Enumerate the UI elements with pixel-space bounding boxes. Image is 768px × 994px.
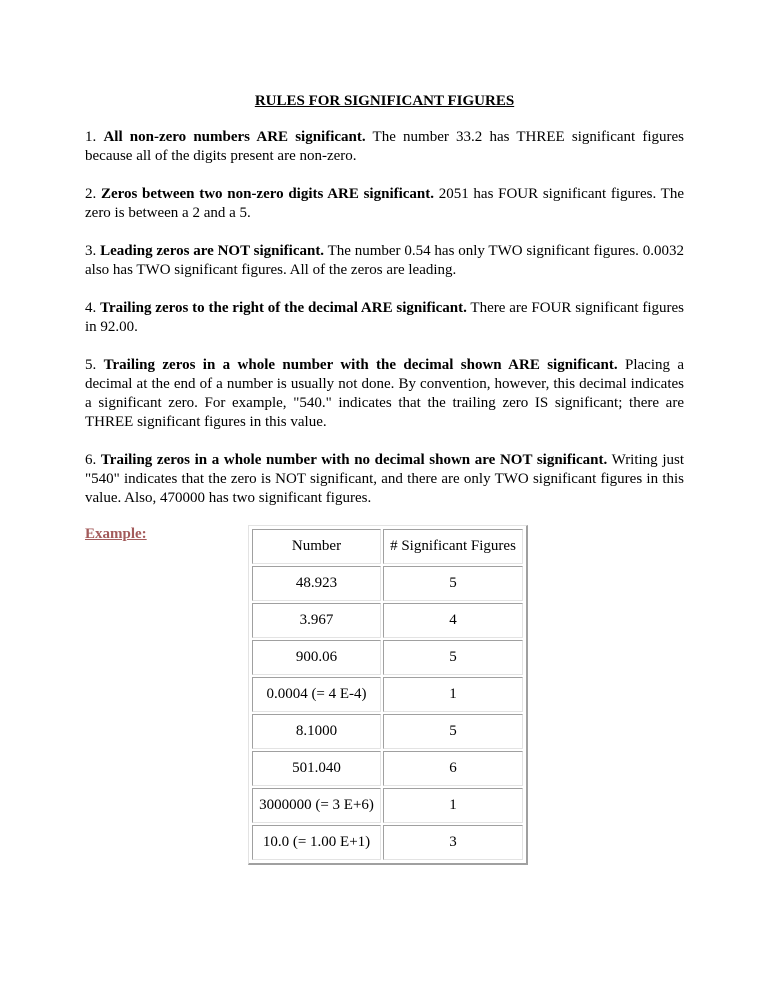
cell-number: 501.040 [252, 751, 381, 786]
rule-2 [85, 185, 684, 223]
rule-number: 4. [85, 300, 97, 316]
rule-statement: Trailing zeros in a whole number with no decimal shown are NOT significant. [100, 452, 608, 468]
rule-explanation: Placing a decimal at the end of a number is usually not done. By convention, however, this decimal indicates a significant zero. For example, "540." indicates that the trailing zero IS significant; there are THREE significant figures in this value. [85, 357, 685, 430]
cell-sig-figs: 1 [383, 677, 523, 712]
rule-number: 6. [85, 452, 97, 468]
cell-number: 900.06 [252, 640, 381, 675]
cell-number: 48.923 [252, 566, 381, 601]
cell-sig-figs: 1 [383, 788, 523, 823]
rule-6 [85, 451, 684, 508]
significant-figures-table [248, 525, 528, 865]
table-row [252, 677, 523, 712]
rule-statement: Trailing zeros in a whole number with the decimal shown ARE significant. [103, 357, 618, 373]
rule-explanation: There are FOUR significant figures in 92.00. [85, 300, 684, 335]
table [250, 527, 525, 862]
cell-number: 3.967 [252, 603, 381, 638]
cell-sig-figs: 3 [383, 825, 523, 860]
cell-sig-figs: 5 [383, 714, 523, 749]
rule-explanation: Writing just "540" indicates that the zero is NOT significant, and there are only TWO significant figures in this value. Also, 470000 has two significant figures. [85, 452, 684, 506]
rule-4 [85, 299, 684, 337]
rule-number: 3. [85, 243, 97, 259]
cell-sig-figs: 5 [383, 566, 523, 601]
rule-number: 1. [85, 129, 97, 145]
table-header-row [252, 529, 523, 564]
table-row [252, 825, 523, 860]
rule-explanation: 2051 has FOUR significant figures. The zero is between a 2 and a 5. [85, 186, 684, 221]
page-title: RULES FOR SIGNIFICANT FIGURES [254, 93, 515, 109]
table-row [252, 603, 523, 638]
rule-number: 2. [85, 186, 97, 202]
cell-number: 10.0 (= 1.00 E+1) [252, 825, 381, 860]
rule-3 [85, 242, 684, 280]
cell-sig-figs: 6 [383, 751, 523, 786]
rule-statement: Leading zeros are NOT significant. [100, 243, 325, 259]
rule-explanation: The number 33.2 has THREE significant figures because all of the digits present are non-zero. [85, 129, 685, 164]
rule-statement: Trailing zeros to the right of the decimal ARE significant. [100, 300, 467, 316]
cell-number: 8.1000 [252, 714, 381, 749]
cell-sig-figs: 5 [383, 640, 523, 675]
table-row [252, 640, 523, 675]
cell-number: 0.0004 (= 4 E-4) [252, 677, 381, 712]
table-row [252, 566, 523, 601]
rule-statement: All non-zero numbers ARE significant. [103, 129, 366, 145]
cell-sig-figs: 4 [383, 603, 523, 638]
table-row [252, 714, 523, 749]
table-row [252, 788, 523, 823]
rule-number: 5. [85, 357, 97, 373]
column-header-sig-figs: # Significant Figures [383, 529, 523, 564]
rule-5 [85, 356, 684, 432]
rule-explanation: The number 0.54 has only TWO significant figures. 0.0032 also has TWO significant figures. All of the zeros are leading. [85, 243, 684, 278]
cell-number: 3000000 (= 3 E+6) [252, 788, 381, 823]
table-row [252, 751, 523, 786]
rule-statement: Zeros between two non-zero digits ARE significant. [100, 186, 435, 202]
document-body [85, 92, 684, 544]
column-header-number: Number [252, 529, 381, 564]
rule-1 [85, 128, 684, 166]
example-label: Example: [85, 526, 147, 542]
